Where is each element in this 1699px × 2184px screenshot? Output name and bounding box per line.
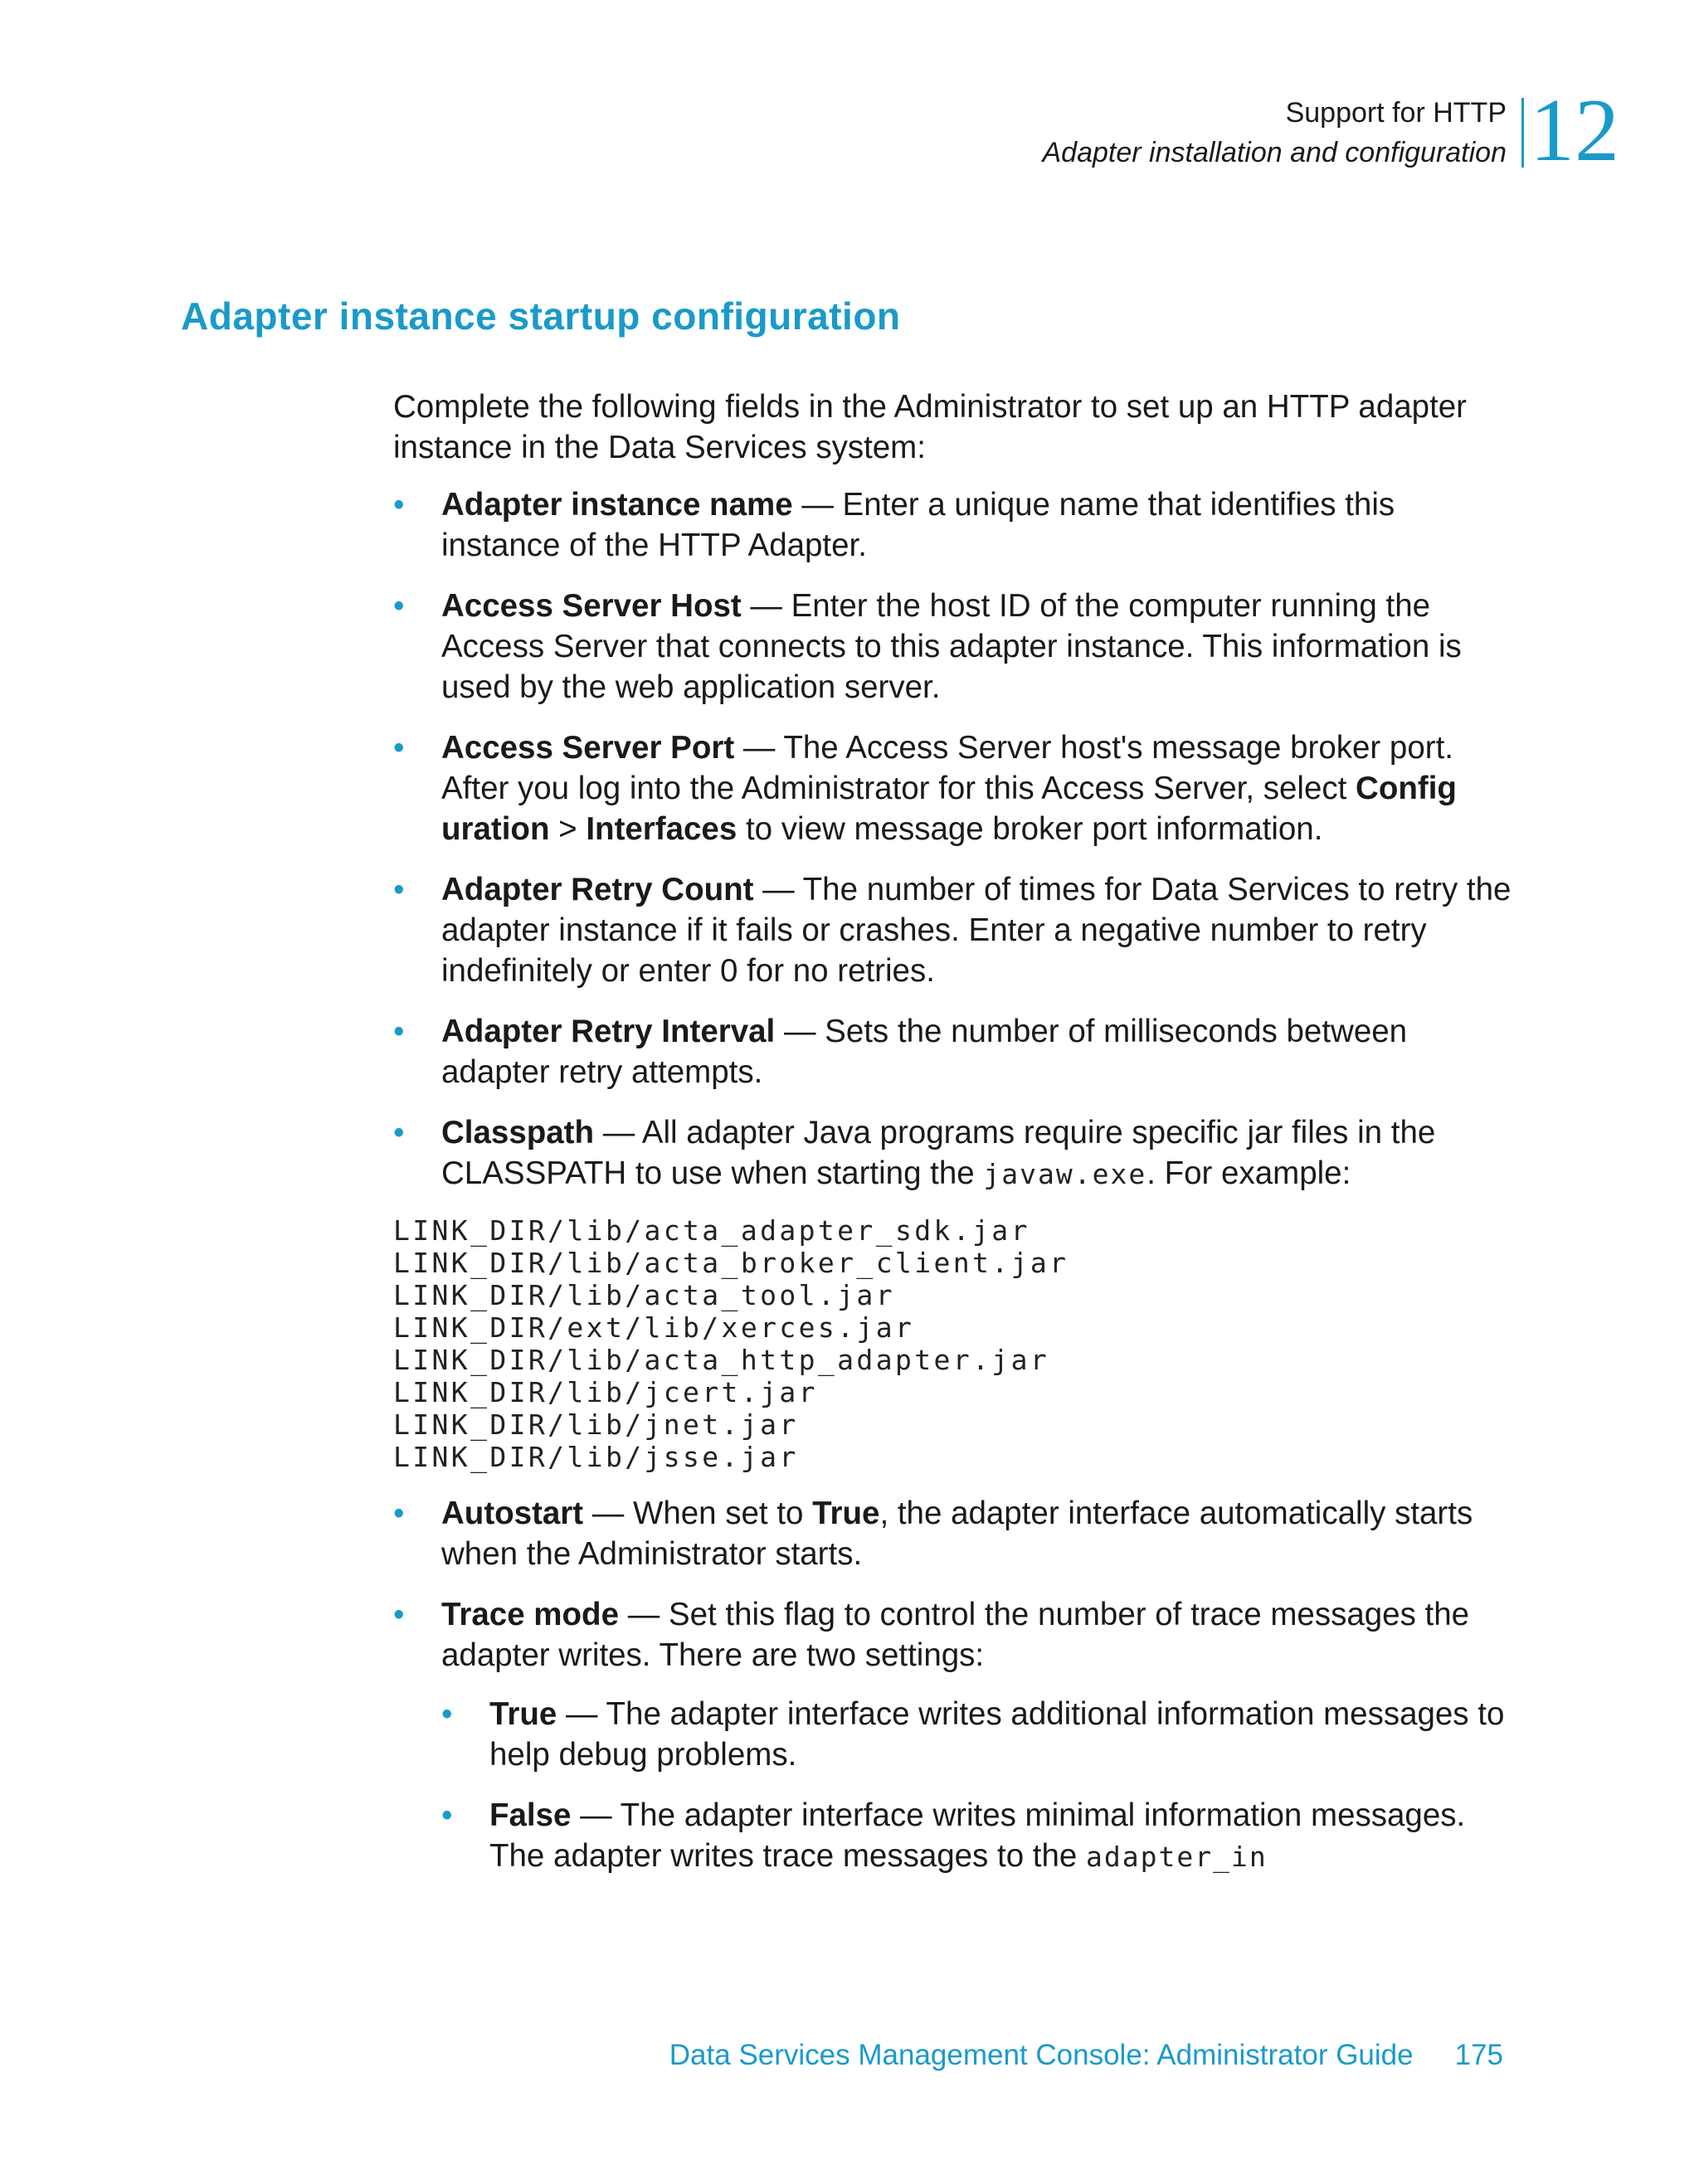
inline-code: adapter_in bbox=[1086, 1841, 1268, 1873]
list-item-trace-mode bbox=[393, 1594, 1521, 1877]
term-label: Adapter Retry Interval bbox=[441, 1014, 776, 1049]
list-item-autostart bbox=[393, 1493, 1521, 1574]
field-list bbox=[393, 484, 1521, 1194]
intro-paragraph: Complete the following fields in the Administrator to set up an HTTP adapter instance in the Data Services system: bbox=[393, 389, 1467, 465]
list-item-access-server-port bbox=[393, 727, 1521, 849]
list-item-adapter-instance-name bbox=[393, 484, 1521, 566]
field-list-continued bbox=[393, 1493, 1521, 1877]
term-label: Access Server Port bbox=[441, 730, 735, 766]
list-item-adapter-retry-interval bbox=[393, 1011, 1521, 1092]
list-item-access-server-host bbox=[393, 586, 1521, 708]
list-item-adapter-retry-count bbox=[393, 869, 1521, 991]
classpath-code-block bbox=[393, 1214, 1521, 1473]
running-header bbox=[1043, 93, 1507, 173]
footer-book-title: Data Services Management Console: Administrator Guide bbox=[669, 2039, 1414, 2071]
document-body bbox=[393, 387, 1521, 1897]
term-description: — When set to bbox=[583, 1496, 813, 1531]
term-description: — The Access Server host's message broker port. After you log into the Administrator for this Access Server, select bbox=[441, 730, 1453, 806]
term-description: . For example: bbox=[1146, 1155, 1351, 1191]
list-item-classpath bbox=[393, 1112, 1521, 1194]
code-line: LINK_DIR/lib/acta_http_adapter.jar bbox=[393, 1344, 1050, 1376]
section-heading: Adapter instance startup configuration bbox=[181, 294, 901, 338]
header-subsection-title: Adapter installation and configuration bbox=[1042, 137, 1507, 168]
header-divider bbox=[1521, 98, 1524, 168]
page-footer bbox=[669, 2036, 1503, 2075]
menu-path-interfaces: Interfaces bbox=[586, 811, 738, 847]
term-label: True bbox=[489, 1696, 557, 1732]
term-description: — Enter a unique name that identifies this instance of the HTTP Adapter. bbox=[441, 487, 1395, 563]
code-line: LINK_DIR/lib/jsse.jar bbox=[393, 1441, 799, 1473]
term-label: Trace mode bbox=[441, 1597, 619, 1632]
term-description: to view message broker port information. bbox=[737, 811, 1323, 847]
term-label: Access Server Host bbox=[441, 588, 742, 624]
code-line: LINK_DIR/lib/jcert.jar bbox=[393, 1376, 818, 1408]
code-line: LINK_DIR/lib/jnet.jar bbox=[393, 1408, 799, 1441]
menu-path-configuration: Config uration bbox=[441, 771, 1457, 847]
sub-item-true bbox=[441, 1694, 1521, 1775]
page-number: 175 bbox=[1454, 2039, 1503, 2071]
term-label: Adapter instance name bbox=[441, 487, 793, 523]
sub-item-false bbox=[441, 1795, 1521, 1877]
inline-code: javaw.exe bbox=[983, 1158, 1147, 1190]
term-description: — Sets the number of milliseconds between adapter retry attempts. bbox=[441, 1014, 1408, 1090]
code-line: LINK_DIR/lib/acta_adapter_sdk.jar bbox=[393, 1214, 1030, 1247]
term-description: — The adapter interface writes minimal information messages. The adapter writes trace messages to the bbox=[489, 1797, 1466, 1874]
chapter-number: 12 bbox=[1530, 81, 1619, 180]
term-description: — The adapter interface writes additional information messages to help debug problems. bbox=[489, 1696, 1505, 1773]
menu-path-separator: > bbox=[549, 811, 587, 847]
code-line: LINK_DIR/ext/lib/xerces.jar bbox=[393, 1311, 915, 1344]
term-label: Adapter Retry Count bbox=[441, 872, 754, 907]
term-label: False bbox=[489, 1797, 572, 1833]
term-description: — Enter the host ID of the computer running the Access Server that connects to this adapter instance. This information is used by the web application server. bbox=[441, 588, 1462, 705]
trace-mode-settings bbox=[441, 1694, 1521, 1877]
term-description: — The number of times for Data Services to retry the adapter instance if it fails or crashes. Enter a negative number to retry indefinitely or enter 0 for no retries. bbox=[441, 872, 1512, 989]
header-section-title: Support for HTTP bbox=[1285, 97, 1507, 129]
code-line: LINK_DIR/lib/acta_broker_client.jar bbox=[393, 1247, 1069, 1279]
term-description: — All adapter Java programs require specific jar files in the CLASSPATH to use when starting the bbox=[441, 1115, 1436, 1191]
value-true: True bbox=[812, 1496, 880, 1531]
term-label: Autostart bbox=[441, 1496, 584, 1531]
term-description: — Set this flag to control the number of trace messages the adapter writes. There are two settings: bbox=[441, 1597, 1470, 1673]
code-line: LINK_DIR/lib/acta_tool.jar bbox=[393, 1279, 895, 1311]
term-label: Classpath bbox=[441, 1115, 595, 1150]
term-description: , the adapter interface automatically starts when the Administrator starts. bbox=[441, 1496, 1473, 1572]
